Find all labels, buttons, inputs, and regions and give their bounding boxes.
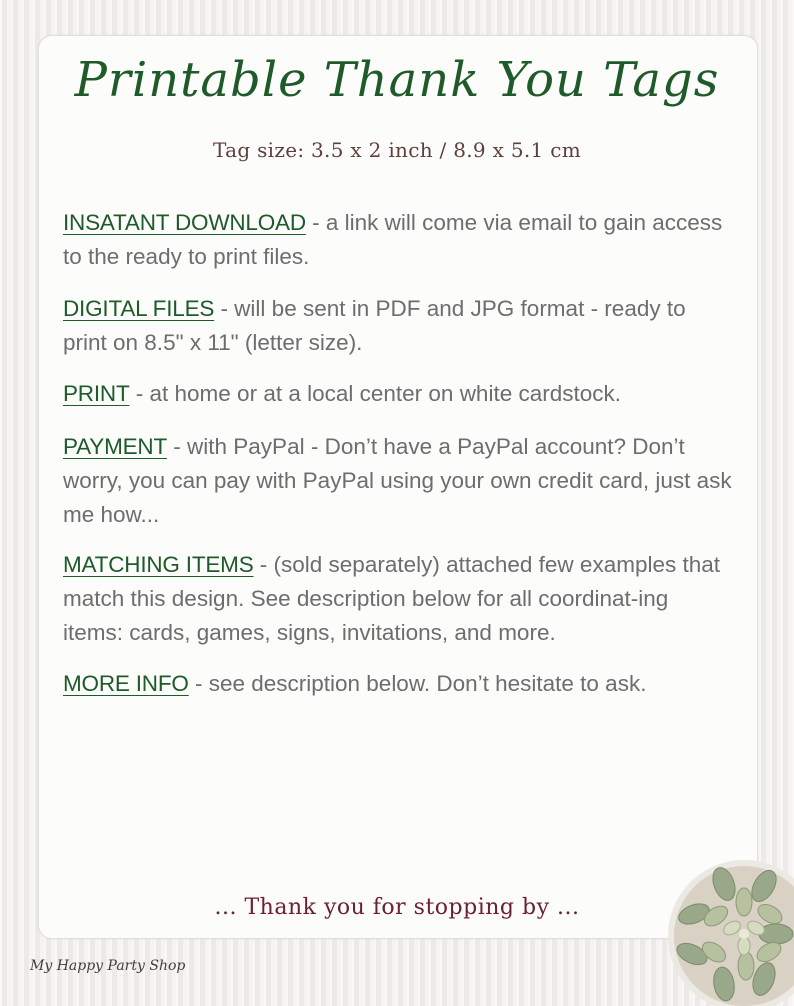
section-body: - with PayPal - Don’t have a PayPal account? Don’t worry, you can pay with PayPal using your own credit card, just ask me how... bbox=[63, 434, 732, 527]
section-body: - will be sent in PDF and JPG format - ready to print on 8.5" x 11" (letter size). bbox=[63, 296, 686, 355]
section-heading: MORE INFO bbox=[63, 671, 189, 696]
section-heading: MATCHING ITEMS bbox=[63, 552, 254, 577]
section-body: - at home or at a local center on white cardstock. bbox=[129, 381, 621, 406]
section-payment bbox=[63, 430, 733, 532]
section-body: - see description below. Don’t hesitate to ask. bbox=[188, 671, 647, 696]
section-matching-items bbox=[63, 548, 733, 650]
tag-size-subtitle: Tag size: 3.5 x 2 inch / 8.9 x 5.1 cm bbox=[213, 138, 581, 162]
thank-you-message: ... Thank you for stopping by ... bbox=[214, 895, 580, 920]
section-heading: PAYMENT bbox=[63, 434, 168, 459]
succulent-plant-icon bbox=[664, 854, 794, 1006]
section-heading: INSATANT DOWNLOAD bbox=[63, 210, 306, 235]
section-heading: PRINT bbox=[63, 381, 130, 406]
shop-name: My Happy Party Shop bbox=[30, 958, 186, 974]
section-more-info bbox=[63, 667, 733, 701]
section-instant-download bbox=[63, 206, 733, 274]
section-heading: DIGITAL FILES bbox=[63, 296, 215, 321]
section-body: - (sold separately) attached few examples that match this design. See description below for all coordinat-ing items: cards, games, signs, invitations, and more. bbox=[63, 552, 721, 645]
section-print bbox=[63, 377, 733, 411]
section-digital-files bbox=[63, 292, 733, 360]
page-title: Printable Thank You Tags bbox=[74, 52, 720, 108]
section-body: - a link will come via email to gain access to the ready to print files. bbox=[63, 210, 723, 269]
